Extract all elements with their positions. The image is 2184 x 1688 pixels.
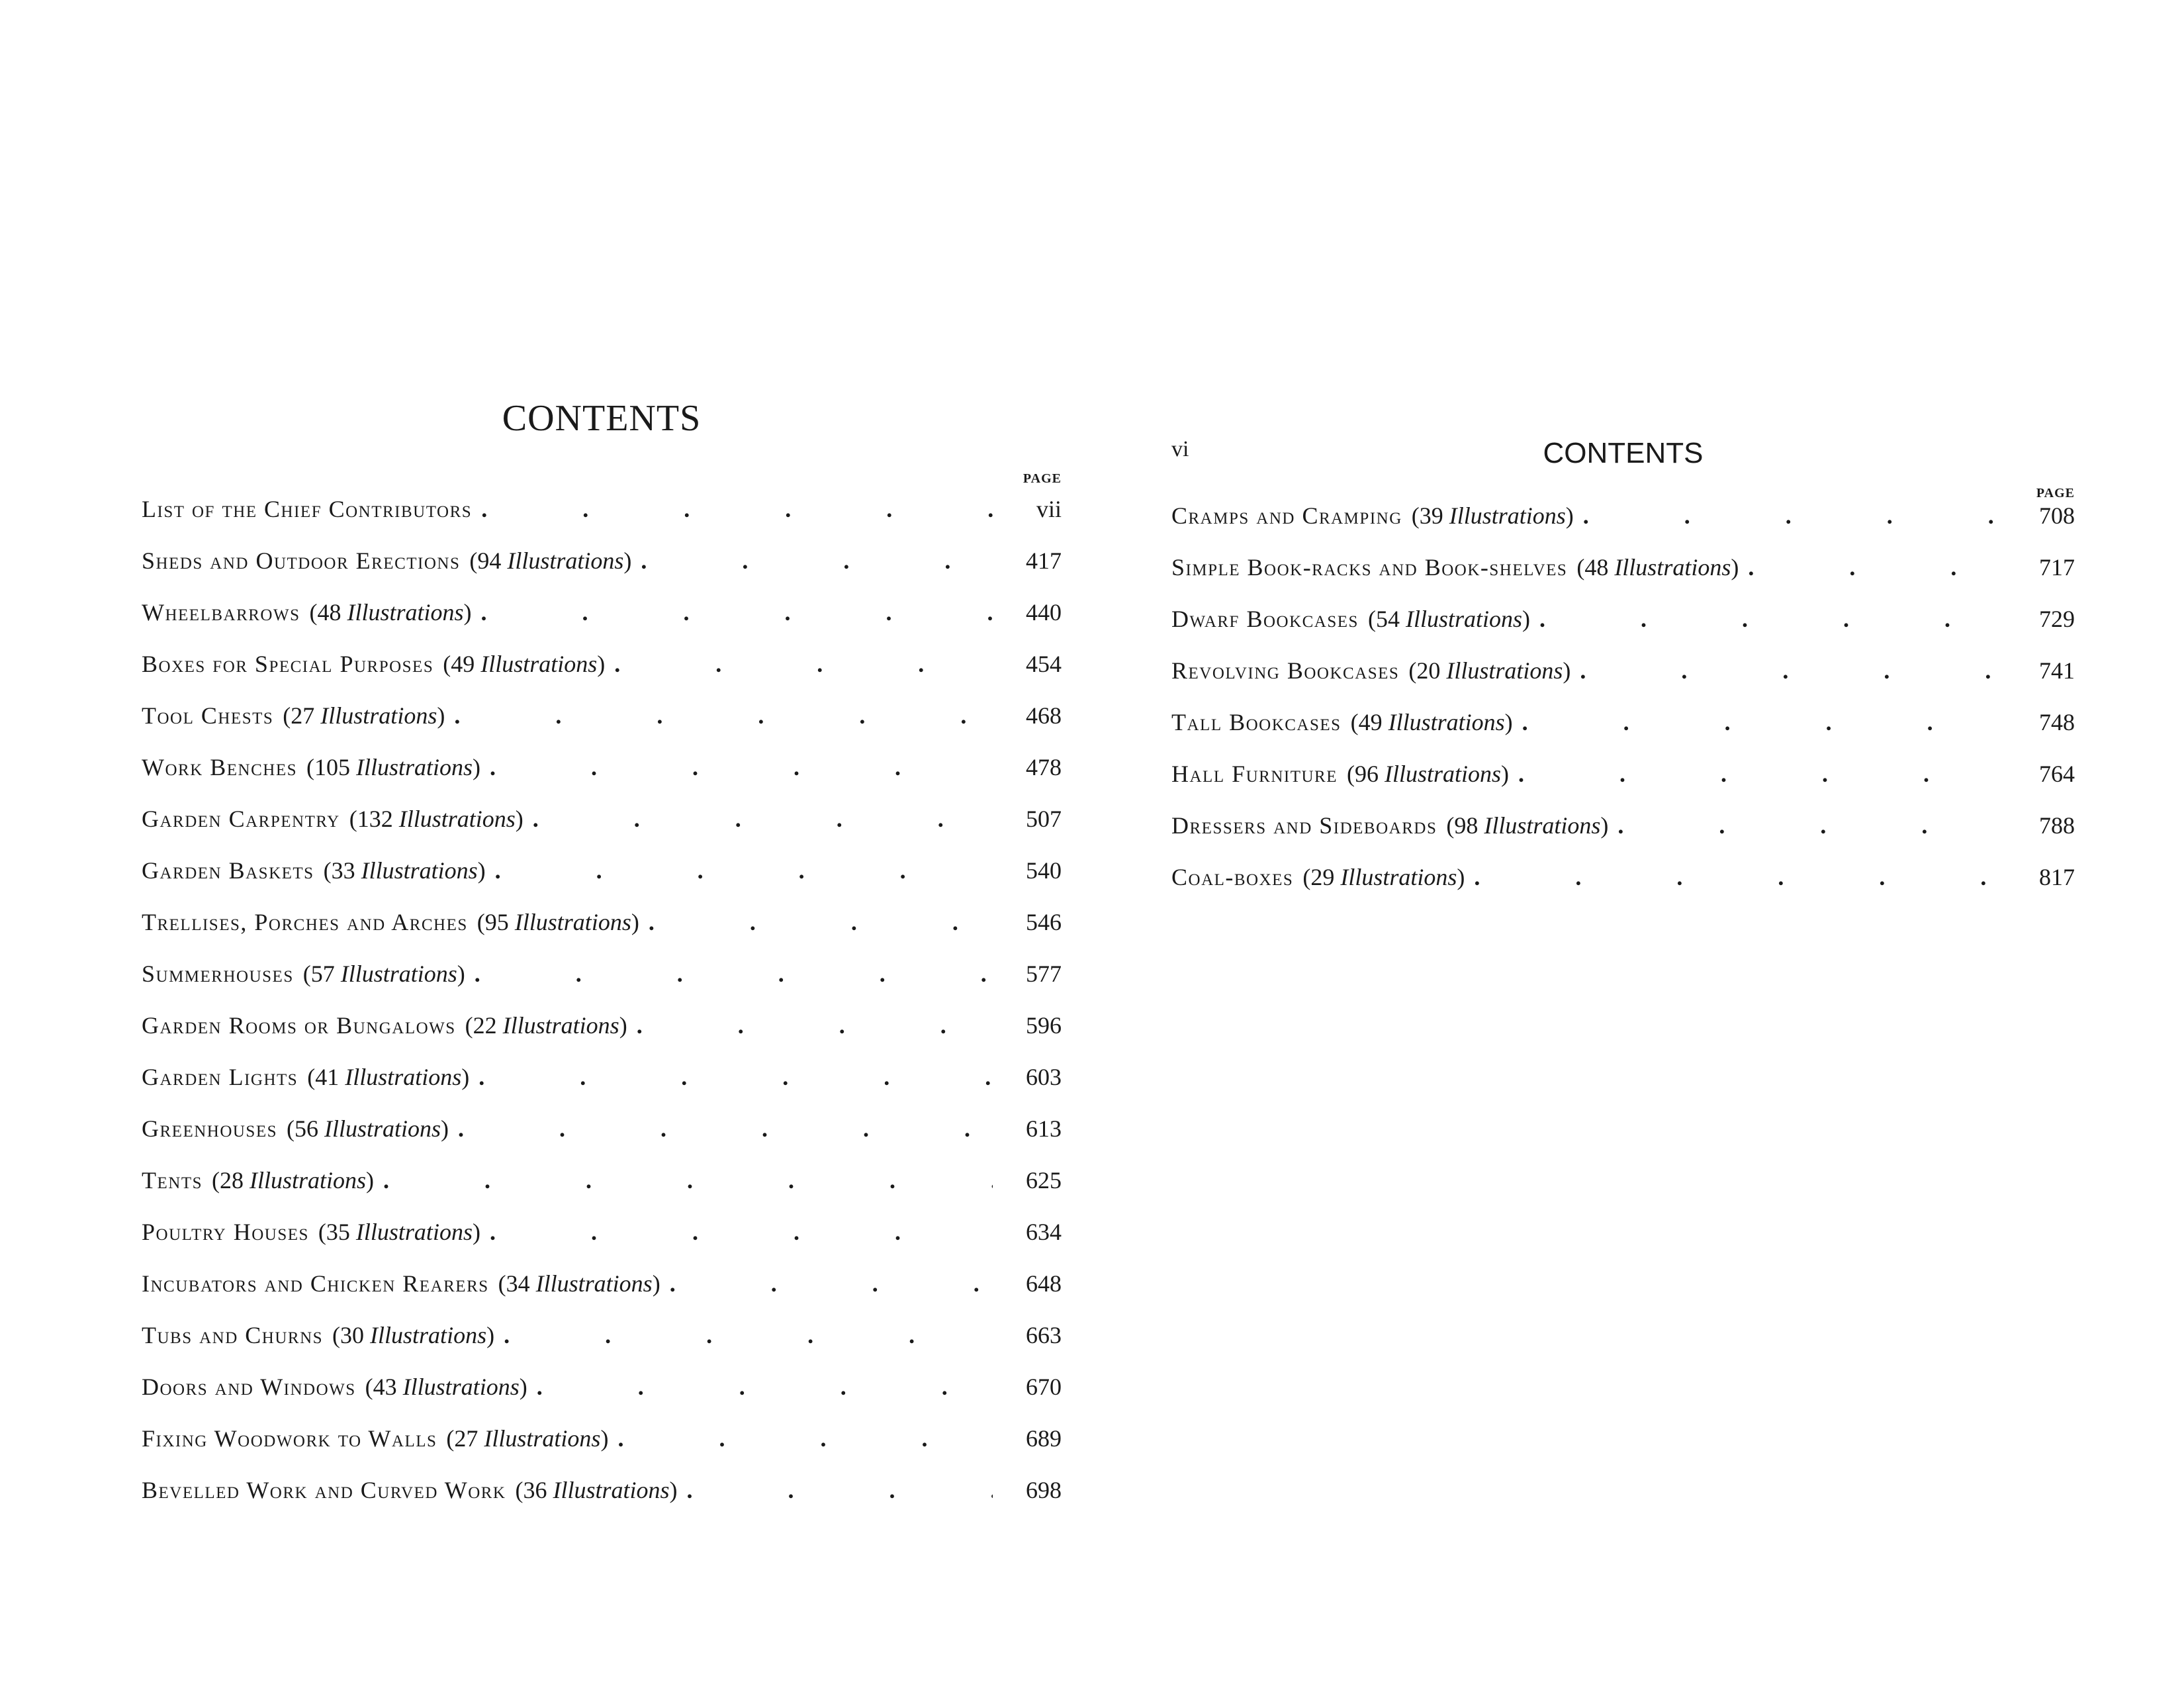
dot-leader <box>1474 863 2006 891</box>
entry-illustrations-text: 35 Illustrations <box>326 1219 473 1245</box>
dot-leader <box>383 1166 993 1194</box>
entry-title: Garden Lights <box>142 1064 298 1090</box>
entry-page-number: 663 <box>1026 1322 1062 1348</box>
dot-leader <box>454 702 993 729</box>
entry-illustrations-text: 96 Illustrations <box>1355 761 1502 787</box>
dot-leader <box>481 495 993 523</box>
entry-illustrations: (49 Illustrations) <box>443 651 606 677</box>
entry-title: Garden Baskets <box>142 857 314 884</box>
entry-title: Greenhouses <box>142 1115 278 1142</box>
entry-page-number: 788 <box>2039 812 2075 839</box>
contents-entry <box>142 805 1062 857</box>
entry-page-number: 454 <box>1026 651 1062 677</box>
entry-page-number: 717 <box>2039 554 2075 581</box>
entry-illustrations: (49 Illustrations) <box>1350 709 1513 735</box>
dot-leader <box>1748 553 2006 581</box>
entry-title: List of the Chief Contributors <box>142 496 473 522</box>
entry-page-number: 648 <box>1026 1270 1062 1297</box>
contents-entry <box>1171 553 2075 605</box>
entry-illustrations-text: 94 Illustrations <box>477 547 624 574</box>
entry-illustrations-text: 57 Illustrations <box>310 961 457 987</box>
entry-page-number: 540 <box>1026 857 1062 884</box>
contents-entry <box>1171 812 2075 863</box>
entry-title: Boxes for Special Purposes <box>142 651 434 677</box>
entry-page-number: 670 <box>1026 1374 1062 1400</box>
entry-illustrations: (33 Illustrations) <box>323 857 486 884</box>
entry-title: Tall Bookcases <box>1171 709 1342 735</box>
entry-title: Revolving Bookcases <box>1171 657 1400 684</box>
dot-leader <box>1539 605 2006 633</box>
entry-illustrations-text: 33 Illustrations <box>331 857 478 884</box>
entry-page-number: 603 <box>1026 1064 1062 1090</box>
entry-title: Tents <box>142 1167 203 1194</box>
dot-leader <box>504 1321 993 1349</box>
entry-illustrations-text: 48 Illustrations <box>317 599 464 626</box>
entry-title: Poultry Houses <box>142 1219 309 1245</box>
entry-illustrations: (54 Illustrations) <box>1367 606 1530 632</box>
contents-entry <box>1171 863 2075 915</box>
entry-illustrations: (98 Illustrations) <box>1446 812 1609 839</box>
entry-page-number: 507 <box>1026 806 1062 832</box>
contents-entry <box>142 598 1062 650</box>
dot-leader <box>670 1270 993 1297</box>
dot-leader <box>490 753 993 781</box>
entry-title: Cramps and Cramping <box>1171 502 1402 529</box>
entry-page-number: 546 <box>1026 909 1062 935</box>
entry-page-number: 748 <box>2039 709 2075 735</box>
entry-illustrations-text: 27 Illustrations <box>454 1425 601 1452</box>
entry-illustrations: (48 Illustrations) <box>309 599 472 626</box>
entry-illustrations-text: 54 Illustrations <box>1375 606 1522 632</box>
entry-page-number: 478 <box>1026 754 1062 780</box>
entry-page-number: 613 <box>1026 1115 1062 1142</box>
entry-title: Summerhouses <box>142 961 294 987</box>
entry-title: Bevelled Work and Curved Work <box>142 1477 506 1503</box>
entry-illustrations: (27 Illustrations) <box>283 702 445 729</box>
entry-illustrations-text: 48 Illustrations <box>1584 554 1731 581</box>
contents-entry <box>142 1321 1062 1373</box>
entry-page-number: 698 <box>1026 1477 1062 1503</box>
dot-leader <box>641 547 993 575</box>
entry-illustrations: (41 Illustrations) <box>307 1064 470 1090</box>
entry-illustrations: (34 Illustrations) <box>498 1270 660 1297</box>
entry-illustrations-text: 43 Illustrations <box>373 1374 520 1400</box>
entry-title: Garden Carpentry <box>142 806 340 832</box>
entry-illustrations: (57 Illustrations) <box>302 961 465 987</box>
entry-illustrations: (29 Illustrations) <box>1302 864 1465 890</box>
contents-entry <box>142 495 1062 547</box>
entry-illustrations-text: 36 Illustrations <box>523 1477 670 1503</box>
entry-page-number: 708 <box>2039 502 2075 529</box>
dot-leader <box>687 1476 993 1504</box>
right-page-heading: CONTENTS <box>1543 437 1704 469</box>
contents-entry <box>142 1270 1062 1321</box>
entry-illustrations: (27 Illustrations) <box>446 1425 609 1452</box>
entry-title: Dressers and Sideboards <box>1171 812 1437 839</box>
entry-title: Fixing Woodwork to Walls <box>142 1425 437 1452</box>
dot-leader <box>637 1011 993 1039</box>
entry-title: Dwarf Bookcases <box>1171 606 1359 632</box>
dot-leader <box>649 908 993 936</box>
dot-leader <box>614 650 993 678</box>
dot-leader <box>617 1425 993 1452</box>
left-page-column-label: PAGE <box>1023 471 1062 486</box>
contents-entry <box>142 1063 1062 1115</box>
entry-page-number: 440 <box>1026 599 1062 626</box>
contents-entry <box>142 960 1062 1011</box>
entry-page-number: vii <box>1036 496 1062 522</box>
dot-leader <box>1522 708 2006 736</box>
entry-page-number: 625 <box>1026 1167 1062 1194</box>
entry-page-number: 764 <box>2039 761 2075 787</box>
dot-leader <box>533 805 993 833</box>
dot-leader <box>475 960 993 988</box>
entry-page-number: 596 <box>1026 1012 1062 1039</box>
contents-entry <box>1171 657 2075 708</box>
dot-leader <box>1617 812 2006 839</box>
entry-page-number: 468 <box>1026 702 1062 729</box>
contents-entry <box>142 857 1062 908</box>
left-contents-list <box>142 495 1062 1528</box>
dot-leader <box>537 1373 993 1401</box>
contents-entry <box>142 547 1062 598</box>
entry-title: Garden Rooms or Bungalows <box>142 1012 456 1039</box>
contents-entry <box>142 1115 1062 1166</box>
entry-illustrations-text: 29 Illustrations <box>1310 864 1457 890</box>
entry-illustrations: (35 Illustrations) <box>318 1219 480 1245</box>
entry-illustrations: (94 Illustrations) <box>469 547 632 574</box>
contents-entry <box>1171 708 2075 760</box>
entry-illustrations-text: 22 Illustrations <box>473 1012 619 1039</box>
right-contents-list <box>1171 502 2075 915</box>
right-page-header <box>1171 437 2075 477</box>
entry-title: Doors and Windows <box>142 1374 356 1400</box>
contents-entry <box>142 1425 1062 1476</box>
entry-illustrations-text: 132 Illustrations <box>357 806 516 832</box>
contents-entry <box>1171 760 2075 812</box>
left-page-heading: CONTENTS <box>502 398 702 439</box>
contents-entry <box>142 1373 1062 1425</box>
entry-title: Coal-boxes <box>1171 864 1294 890</box>
entry-title: Simple Book-racks and Book-shelves <box>1171 554 1568 581</box>
contents-entry <box>142 1166 1062 1218</box>
entry-illustrations: (43 Illustrations) <box>365 1374 527 1400</box>
dot-leader <box>490 1218 993 1246</box>
entry-page-number: 577 <box>1026 961 1062 987</box>
entry-page-number: 634 <box>1026 1219 1062 1245</box>
contents-entry <box>142 908 1062 960</box>
entry-illustrations: (48 Illustrations) <box>1576 554 1739 581</box>
entry-illustrations-text: 49 Illustrations <box>451 651 598 677</box>
right-page-column-label: PAGE <box>2036 486 2075 500</box>
entry-illustrations: (22 Illustrations) <box>465 1012 627 1039</box>
contents-entry <box>142 753 1062 805</box>
contents-entry <box>142 1011 1062 1063</box>
entry-title: Trellises, Porches and Arches <box>142 909 468 935</box>
entry-illustrations-text: 30 Illustrations <box>340 1322 487 1348</box>
entry-illustrations: (132 Illustrations) <box>349 806 523 832</box>
entry-title: Incubators and Chicken Rearers <box>142 1270 489 1297</box>
entry-illustrations-text: 56 Illustrations <box>295 1115 441 1142</box>
entry-title: Tubs and Churns <box>142 1322 324 1348</box>
dot-leader <box>458 1115 993 1143</box>
entry-page-number: 741 <box>2039 657 2075 684</box>
entry-illustrations-text: 20 Illustrations <box>1416 657 1563 684</box>
entry-page-number: 817 <box>2039 864 2075 890</box>
entry-illustrations-text: 105 Illustrations <box>314 754 473 780</box>
entry-illustrations: (39 Illustrations) <box>1411 502 1574 529</box>
entry-title: Hall Furniture <box>1171 761 1338 787</box>
contents-entry <box>1171 502 2075 553</box>
entry-illustrations-text: 34 Illustrations <box>506 1270 653 1297</box>
entry-page-number: 689 <box>1026 1425 1062 1452</box>
dot-leader <box>1580 657 2006 684</box>
entry-illustrations: (105 Illustrations) <box>306 754 481 780</box>
entry-illustrations-text: 27 Illustrations <box>291 702 437 729</box>
contents-entry <box>142 650 1062 702</box>
dot-leader <box>495 857 993 884</box>
entry-illustrations-text: 95 Illustrations <box>484 909 631 935</box>
dot-leader <box>481 598 993 626</box>
dot-leader <box>1518 760 2006 788</box>
entry-title: Wheelbarrows <box>142 599 300 626</box>
contents-entry <box>142 1218 1062 1270</box>
entry-illustrations: (96 Illustrations) <box>1347 761 1510 787</box>
entry-page-number: 417 <box>1026 547 1062 574</box>
entry-illustrations: (20 Illustrations) <box>1408 657 1571 684</box>
page-folio: vi <box>1171 437 1189 461</box>
entry-title: Tool Chests <box>142 702 274 729</box>
entry-illustrations-text: 98 Illustrations <box>1454 812 1601 839</box>
entry-illustrations: (30 Illustrations) <box>332 1322 495 1348</box>
entry-illustrations-text: 41 Illustrations <box>315 1064 462 1090</box>
entry-illustrations-text: 49 Illustrations <box>1358 709 1505 735</box>
entry-illustrations: (95 Illustrations) <box>477 909 639 935</box>
entry-illustrations: (28 Illustrations) <box>212 1167 375 1194</box>
entry-illustrations: (36 Illustrations) <box>515 1477 678 1503</box>
entry-title: Sheds and Outdoor Erections <box>142 547 461 574</box>
contents-entry <box>142 1476 1062 1528</box>
dot-leader <box>1583 502 2006 530</box>
entry-illustrations: (56 Illustrations) <box>287 1115 449 1142</box>
dot-leader <box>478 1063 993 1091</box>
entry-illustrations-text: 28 Illustrations <box>220 1167 367 1194</box>
entry-illustrations-text: 39 Illustrations <box>1419 502 1566 529</box>
contents-entry <box>1171 605 2075 657</box>
entry-title: Work Benches <box>142 754 298 780</box>
entry-page-number: 729 <box>2039 606 2075 632</box>
contents-entry <box>142 702 1062 753</box>
